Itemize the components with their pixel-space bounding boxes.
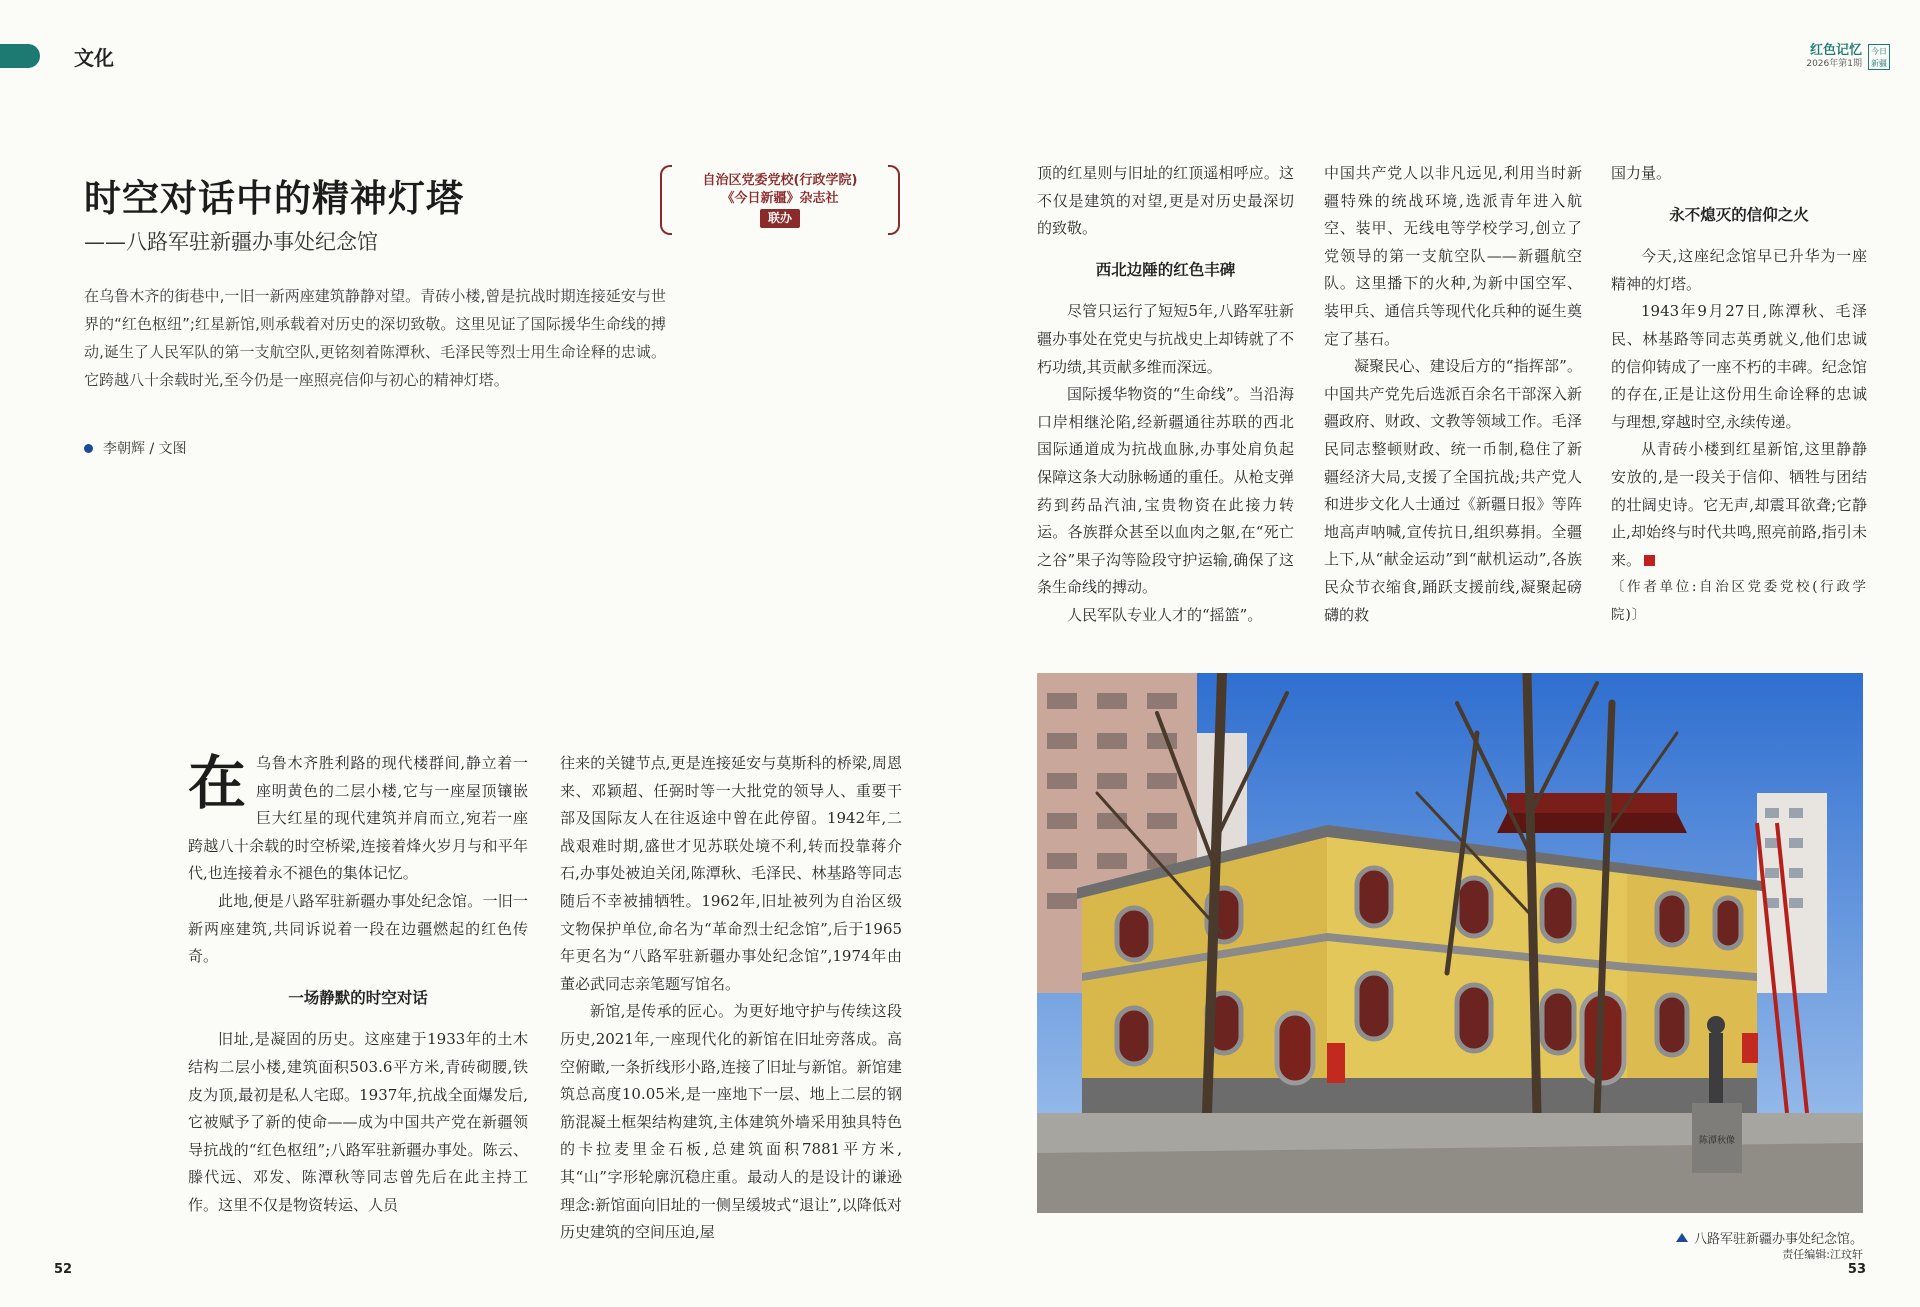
brand-issue: 2026年第1期 xyxy=(1806,59,1862,69)
caption-triangle-icon xyxy=(1676,1233,1688,1242)
paragraph: 1943年9月27日,陈潭秋、毛泽民、林基路等同志英勇就义,他们忠诚的信仰铸成了一座不朽的丰碑。纪念馆的存在,正是让这份用生命诠释的忠诚与理想,穿越时空,永续传递。 xyxy=(1611,302,1867,431)
body-column-5 xyxy=(1611,160,1867,630)
caption-text: 八路军驻新疆办事处纪念馆。 xyxy=(1693,1232,1863,1247)
article-title: 时空对话中的精神灯塔 xyxy=(84,176,464,220)
badge-line-2: 《今日新疆》杂志社 xyxy=(721,191,839,206)
entrance-door xyxy=(1277,1013,1313,1083)
magazine-brand xyxy=(1806,44,1890,70)
paragraph: 顶的红星则与旧址的红顶遥相呼应。这不仅是建筑的对望,更是对历史最深切的致敬。 xyxy=(1037,164,1294,238)
body-column-4 xyxy=(1324,160,1582,629)
paragraph: 从青砖小楼到红星新馆,这里静静安放的,是一段关于信仰、牺牲与团结的壮阔史诗。它无声,却震耳欲聋;它静止,却始终与时代共鸣,照亮前路,指引未来。 xyxy=(1611,440,1867,569)
article-intro: 在乌鲁木齐的街巷中,一旧一新两座建筑静静对望。青砖小楼,曾是抗战时期连接延安与世界的“红色枢纽”;红星新馆,则承载着对历史的深切致敬。这里见证了国际援华生命线的搏动,诞生了人民军队的第一支航空队,更铭刻着陈潭秋、毛泽民等烈士用生命诠释的忠诚。它跨越八十余载时光,至今仍是一座照亮信仰与初心的精神灯塔。 xyxy=(84,287,666,389)
paragraph: 今天,这座纪念馆早已升华为一座精神的灯塔。 xyxy=(1611,247,1867,293)
section-heading: 西北边陲的红色丰碑 xyxy=(1095,260,1236,279)
bullet-icon xyxy=(84,444,93,453)
section-heading: 一场静默的时空对话 xyxy=(288,988,428,1007)
paragraph: 凝聚民心、建设后方的“指挥部”。中国共产党先后选派百余名干部深入新疆政府、财政、文教等领域工作。毛泽民同志整顿财政、统一币制,稳住了新疆经济大局,支援了全国抗战;共产党人和进步文化人士通过《新疆日报》等阵地高声呐喊,宣传抗日,组织募捐。全疆上下,从“献金运动”到“献机运动”,各族民众节衣缩食,踊跃支援前线,凝聚起磅礴的救 xyxy=(1324,357,1582,624)
badge-line-1: 自治区党委党校(行政学院) xyxy=(702,173,858,188)
paragraph: 新馆,是传承的匠心。为更好地守护与传续这段历史,2021年,一座现代化的新馆在旧址旁落成。高空俯瞰,一条折线形小路,连接了旧址与新馆。新馆建筑总高度10.05米,是一座地下一层、地上二层的钢筋混凝土框架结构建筑,主体建筑外墙采用独具特色的卡拉麦里金石板,总建筑面积7881平方米,其“山”字形轮廓沉稳庄重。最动人的是设计的谦逊理念:新馆面向旧址的一侧呈缓坡式“退让”,以降低对历史建筑的空间压迫,屋 xyxy=(560,1002,902,1242)
page-number-left: 52 xyxy=(54,1262,73,1277)
badge-pill: 联办 xyxy=(760,209,800,228)
yellow-memorial-building xyxy=(1077,825,1762,1113)
body-column-1 xyxy=(188,750,528,1220)
end-mark-icon xyxy=(1644,555,1655,566)
statue-plaque: 陈潭秋像 xyxy=(1698,1136,1736,1146)
photo-caption xyxy=(1676,1228,1863,1247)
paragraph: 尽管只运行了短短5年,八路军驻新疆办事处在党史与抗战史上却铸就了不朽功绩,其贡献多维而深远。 xyxy=(1037,302,1294,376)
body-column-3 xyxy=(1037,160,1294,630)
author-affiliation: 〔作者单位:自治区党委党校(行政学院)〕 xyxy=(1611,579,1867,623)
brand-title: 红色记忆 xyxy=(1809,43,1862,58)
section-label: 文化 xyxy=(74,46,114,70)
section-heading: 永不熄灭的信仰之火 xyxy=(1669,205,1809,224)
paragraph: 中国共产党人以非凡远见,利用当时新疆特殊的统战环境,选派青年进入航空、装甲、无线电等学校学习,创立了党领导的第一支航空队——新疆航空队。这里播下的火种,为新中国空军、装甲兵、通信兵等现代化兵种的诞生奠定了基石。 xyxy=(1324,164,1582,348)
co-organizer-badge xyxy=(660,165,900,233)
responsible-editor: 责任编辑:江玟轩 xyxy=(1782,1248,1863,1261)
section-tab-marker xyxy=(0,44,40,68)
author-credit: 李朝辉 / 文图 xyxy=(103,441,187,457)
memorial-photo xyxy=(1037,673,1863,1213)
drop-cap: 在 xyxy=(188,749,247,817)
paragraph: 人民军队专业人才的“摇篮”。 xyxy=(1067,605,1263,624)
body-column-2 xyxy=(560,750,902,1247)
author-line xyxy=(84,438,187,458)
magazine-logo: 今日新疆 xyxy=(1868,44,1890,70)
paragraph: 乌鲁木齐胜利路的现代楼群间,静立着一座明黄色的二层小楼,它与一座屋顶镶嵌巨大红星的现代建筑并肩而立,宛若一座跨越八十余载的时空桥梁,连接着烽火岁月与和平年代,也连接着永不褪色的集体记忆。 xyxy=(188,754,528,883)
page-number-right: 53 xyxy=(1847,1262,1866,1277)
paragraph: 此地,便是八路军驻新疆办事处纪念馆。一旧一新两座建筑,共同诉说着一段在边疆燃起的红色传奇。 xyxy=(188,891,528,966)
paragraph: 往来的关键节点,更是连接延安与莫斯科的桥梁,周恩来、邓颖超、任弼时等一大批党的领导人、重要干部及国际友人在往返途中曾在此停留。1942年,二战艰难时期,盛世才见苏联处境不利,转而投靠蒋介石,办事处被迫关闭,陈潭秋、毛泽民、林基路等同志随后不幸被捕牺牲。1962年,旧址被列为自治区级文物保护单位,命名为“革命烈士纪念馆”,后于1965年更名为“八路军驻新疆办事处纪念馆”,1974年由董必武同志亲笔题写馆名。 xyxy=(560,754,902,993)
article-subtitle: ——八路军驻新疆办事处纪念馆 xyxy=(84,230,378,254)
paragraph: 国力量。 xyxy=(1611,164,1672,182)
paragraph: 国际援华物资的“生命线”。当沿海口岸相继沦陷,经新疆通往苏联的西北国际通道成为抗战血脉,办事处肩负起保障这条大动脉畅通的重任。从枪支弹药到药品汽油,宝贵物资在此接力转运。各族群众甚至以血肉之躯,在“死亡之谷”果子沟等险段守护运输,确保了这条生命线的搏动。 xyxy=(1037,385,1294,597)
paragraph: 旧址,是凝固的历史。这座建于1933年的土木结构二层小楼,建筑面积503.6平方米,青砖砌腰,铁皮为顶,最初是私人宅邸。1937年,抗战全面爆发后,它被赋予了新的使命——成为中国共产党在新疆领导抗战的“红色枢纽”;八路军驻新疆办事处。陈云、滕代远、邓发、陈潭秋等同志曾先后在此主持工作。这里不仅是物资转运、人员 xyxy=(188,1030,528,1214)
